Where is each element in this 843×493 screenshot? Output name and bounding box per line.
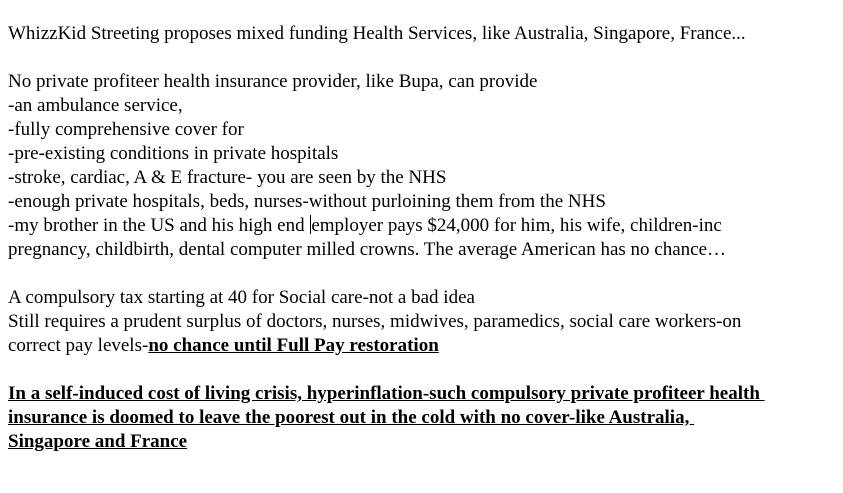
list-item-pre-existing: -pre-existing conditions in private hospitals [8, 143, 339, 164]
intro-paragraph: WhizzKid Streeting proposes mixed funding Health Services, like Australia, Singapore, France... [8, 23, 746, 44]
paragraph-spacer [8, 262, 838, 286]
conclusion-line-1: In a self-induced cost of living crisis, hyperinflation-such compulsory private profiteer health [8, 383, 765, 404]
paragraph-spacer [8, 358, 838, 382]
surplus-line: Still requires a prudent surplus of doctors, nurses, midwives, paramedics, social care workers-on [8, 311, 742, 332]
document-body [8, 22, 838, 454]
paragraph-spacer [8, 46, 838, 70]
conclusion-line-3: Singapore and France [8, 431, 188, 452]
us-line-continuation: pregnancy, childbirth, dental computer milled crowns. The average American has no chance… [8, 239, 727, 260]
conclusion-line-2: insurance is doomed to leave the poorest out in the cold with no cover-like Australia, [8, 407, 695, 428]
list-item-us-brother [8, 214, 838, 238]
us-line-part-two: employer pays $24,000 for him, his wife, children-inc [311, 215, 722, 236]
list-item-private-hospitals: -enough private hospitals, beds, nurses-without purloining them from the NHS [8, 191, 606, 212]
list-heading: No private profiteer health insurance provider, like Bupa, can provide [8, 71, 538, 92]
pay-line-emphasis: no chance until Full Pay restoration [148, 335, 439, 356]
list-item-stroke-cardiac: -stroke, cardiac, A & E fracture- you are seen by the NHS [8, 167, 447, 188]
pay-line-prefix: correct pay levels- [8, 335, 149, 356]
list-item-comprehensive-cover: -fully comprehensive cover for [8, 119, 244, 140]
list-item-ambulance: -an ambulance service, [8, 95, 183, 116]
pay-levels-line [8, 334, 838, 358]
us-line-part-one: -my brother in the US and his high end [8, 215, 310, 236]
social-care-line: A compulsory tax starting at 40 for Social care-not a bad idea [8, 287, 475, 308]
